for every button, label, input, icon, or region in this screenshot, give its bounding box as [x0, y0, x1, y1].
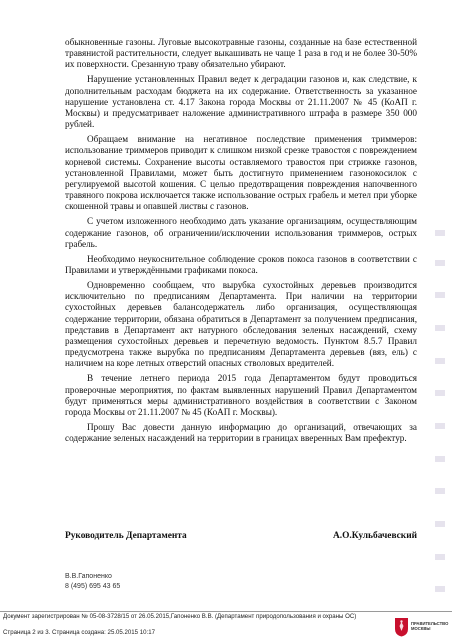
paragraph-7: В течение летнего периода 2015 года Департаментом будут проводиться проверочные мероприятия, по фактам выявленных нарушений Правил Департаментом будут применяться меры административного воздействия в соответствии с Законом города Москвы от 21.11.2007 № 45 (КоАП г. Москвы). [65, 373, 417, 417]
paragraph-4: С учетом изложенного необходимо дать указание организациям, осуществляющим содержание газонов, об ограничении/исключении использования триммеров, острых грабель. [65, 216, 417, 249]
paragraph-5: Необходимо неукоснительное соблюдение сроков покоса газонов в соответствии с Правилами и утверждёнными графиками покоса. [65, 253, 417, 275]
signatory-title: Руководитель Департамента [65, 531, 187, 541]
paragraph-8: Прошу Вас довести данную информацию до организаций, отвечающих за содержание зеленых насаждений на территории в границах вверенных Вам префектур. [65, 422, 417, 444]
page-info: Страница 2 из 3. Страница создана: 25.05.2015 10:17 [3, 629, 155, 636]
executor-phone: 8 (495) 695 43 65 [65, 582, 121, 590]
logo-text [411, 621, 448, 632]
signatory-name: А.О.Кульбачевский [333, 531, 417, 541]
logo-line-2: МОСКВЫ [411, 626, 431, 632]
registration-stamp: Документ зарегистрирован № 05-08-3728/15 от 26.05.2015,Гапоненко В.В. (Департамент природопользования и охраны ОС) [3, 613, 357, 620]
logo-line-1: ПРАВИТЕЛЬСТВО [411, 621, 449, 626]
footer-divider [0, 611, 452, 612]
moscow-emblem-icon [394, 617, 409, 637]
executor-block [65, 572, 120, 591]
letter-body [65, 37, 417, 448]
paragraph-1: обыкновенные газоны. Луговые высокотравные газоны, созданные на базе естественной травянистой растительности, следует выкашивать не чаще 1 раза в год и не более 30-50% их поверхности. Срезанную траву обязательно убирают. [65, 37, 417, 70]
seal-watermark-icon [432, 230, 448, 600]
moscow-government-logo [394, 615, 450, 639]
paragraph-6: Одновременно сообщаем, что вырубка сухостойных деревьев производится исключительно по предписаниям Департамента. При наличии на территории сухостойных деревьев балансодержатель либо организация, осуществляющая содержание территории, обязана обратиться в Департамент за получением предписания, представив в Департамент акт натурного обследования зеленых насаждений, схему размещения сухостойных деревьев и перечетную ведомость. Пунктом 8.5.7 Правил предусмотрена также вырубка по предписаниям Департамента деревьев (вяз, ель) с наличием на коре летных отверстий опасных стволовых вредителей. [65, 280, 417, 369]
paragraph-3: Обращаем внимание на негативное последствие применения триммеров: использование триммеров приводит к слишком низкой срезке травостоя с повреждением корневой системы. Сохранение высоты оставляемого травостоя при стрижке газонов, установленной Правилами, может быть достигнуто применением газонокосилок с регулируемой высотой кошения. С целью предотвращения повреждения напочвенного травяного покрова исключается также использование острых грабель и метел при уборке скошенной травы и опавшей листвы с газонов. [65, 134, 417, 212]
executor-name: В.В.Гапоненко [65, 573, 112, 580]
paragraph-2: Нарушение установленных Правил ведет к деградации газонов и, как следствие, к дополнительным расходам бюджета на их содержание. Ответственность за указанное нарушение установлена ст. 4.17 Закона города Москвы от 21.11.2007 № 45 (КоАП г. Москвы) и предусматривает наложение административного штрафа в размере 350 000 рублей. [65, 74, 417, 130]
